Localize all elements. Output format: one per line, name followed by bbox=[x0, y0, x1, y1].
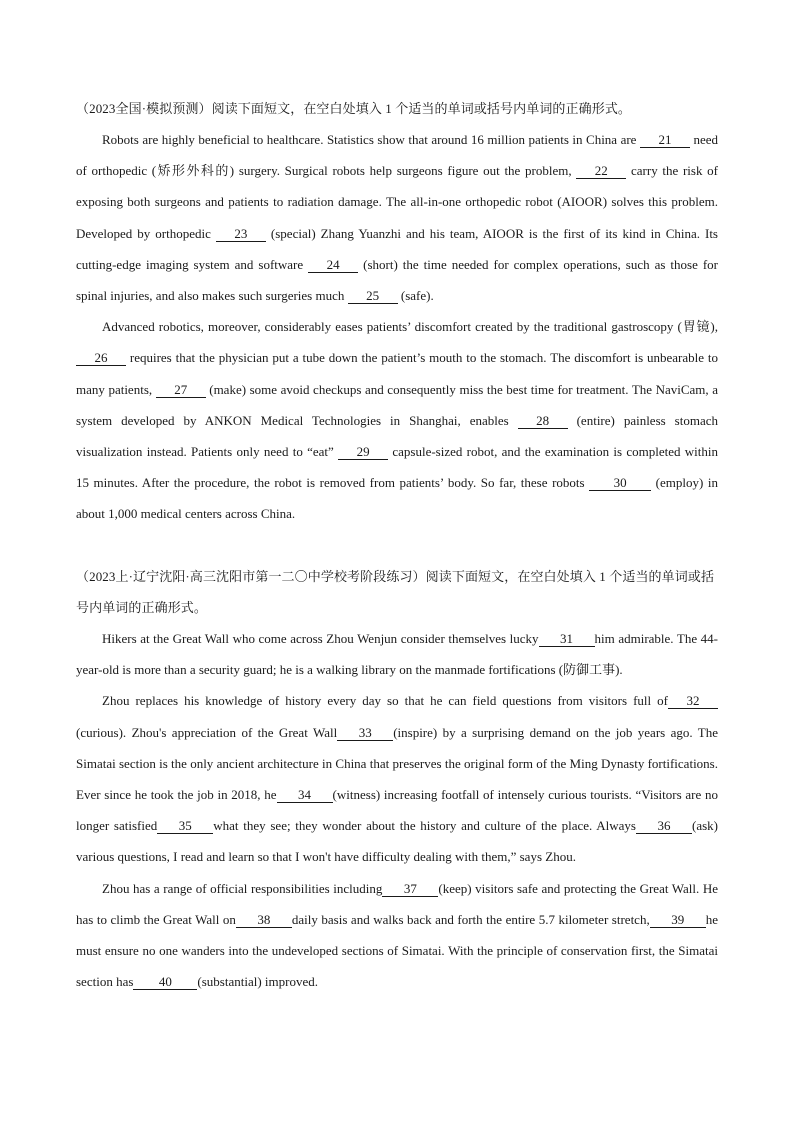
passage-1-paragraph-1: Robots are highly beneficial to healthcare. Statistics show that around 16 million patients in China are 21 need of orthopedic (矫形外科的) surgery. Surgical robots help surgeons figure out the problem, 22 carry the risk of exposing both surgeons and patients to radiation damage. The all-in-one orthopedic robot (AIOOR) solves this problem. Developed by orthopedic 23 (special) Zhang Yuanzhi and his team, AIOOR is the first of its kind in China. Its cutting-edge imaging system and software 24 (short) the time needed for complex operations, such as those for spinal injuries, and also makes such surgeries much 25 (safe). bbox=[76, 132, 718, 304]
blank-25[interactable]: 25 bbox=[348, 289, 398, 304]
blank-26[interactable]: 26 bbox=[76, 351, 126, 366]
passage-1-heading: （2023全国·模拟预测）阅读下面短文，在空白处填入 1 个适当的单词或括号内单词的正确形式。 bbox=[76, 101, 632, 116]
blank-33[interactable]: 33 bbox=[337, 726, 393, 741]
blank-22[interactable]: 22 bbox=[576, 164, 626, 179]
passage-2-heading: （2023上·辽宁沈阳·高三沈阳市第一二〇中学校考阶段练习）阅读下面短文，在空白处填入 1 个适当的单词或括号内单词的正确形式。 bbox=[76, 569, 715, 615]
blank-29[interactable]: 29 bbox=[338, 445, 388, 460]
passage-1 bbox=[76, 93, 718, 530]
blank-23[interactable]: 23 bbox=[216, 227, 266, 242]
blank-31[interactable]: 31 bbox=[539, 632, 595, 647]
blank-32[interactable]: 32 bbox=[668, 694, 718, 709]
blank-28[interactable]: 28 bbox=[518, 414, 568, 429]
blank-38[interactable]: 38 bbox=[236, 913, 292, 928]
passage-1-paragraph-2: Advanced robotics, moreover, considerably eases patients’ discomfort created by the traditional gastroscopy (胃镜), 26 requires that the physician put a tube down the patient’s mouth to the stomach. The discomfort is unbearable to many patients, 27 (make) some avoid checkups and consequently miss the best time for treatment. The NaviCam, a system developed by ANKON Medical Technologies in Shanghai, enables 28 (entire) painless stomach visualization instead. Patients only need to “eat” 29 capsule-sized robot, and the examination is completed within 15 minutes. After the procedure, the robot is removed from patients’ body. So far, these robots 30 (employ) in about 1,000 medical centers across China. bbox=[76, 319, 718, 522]
passage-2-paragraph-3: Zhou has a range of official responsibilities including 37 (keep) visitors safe and protecting the Great Wall. He has to climb the Great Wall on 38 daily basis and walks back and forth the entire 5.7 kilometer stretch, 39 he must ensure no one wanders into the undeveloped sections of Simatai. With the principle of conservation first, the Simatai section has 40 (substantial) improved. bbox=[76, 880, 718, 990]
blank-27[interactable]: 27 bbox=[156, 383, 206, 398]
blank-36[interactable]: 36 bbox=[636, 819, 692, 834]
blank-35[interactable]: 35 bbox=[157, 819, 213, 834]
blank-34[interactable]: 34 bbox=[277, 788, 333, 803]
blank-24[interactable]: 24 bbox=[308, 258, 358, 273]
passage-2-paragraph-2: Zhou replaces his knowledge of history every day so that he can field questions from visitors full of 32(curious). Zhou's appreciation of the Great Wall 33 (inspire) by a surprising demand on the job years ago. The Simatai section is the only ancient architecture in China that preserves the original form of the Ming Dynasty fortifications. Ever since he took the job in 2018, he 34 (witness) increasing footfall of intensely curious tourists. “Visitors are no longer satisfied 35 what they see; they wonder about the history and culture of the place. Always 36 (ask) various questions, I read and learn so that I won't have difficulty dealing with them,” says Zhou. bbox=[76, 693, 718, 865]
passage-2 bbox=[76, 561, 718, 997]
blank-40[interactable]: 40 bbox=[133, 975, 197, 990]
blank-30[interactable]: 30 bbox=[589, 476, 651, 491]
passage-2-paragraph-1: Hikers at the Great Wall who come across Zhou Wenjun consider themselves lucky 31 him admirable. The 44-year-old is more than a security guard; he is a walking library on the manmade fortifications (防御工事). bbox=[76, 631, 718, 678]
blank-37[interactable]: 37 bbox=[382, 882, 438, 897]
blank-21[interactable]: 21 bbox=[640, 133, 690, 148]
blank-39[interactable]: 39 bbox=[650, 913, 706, 928]
